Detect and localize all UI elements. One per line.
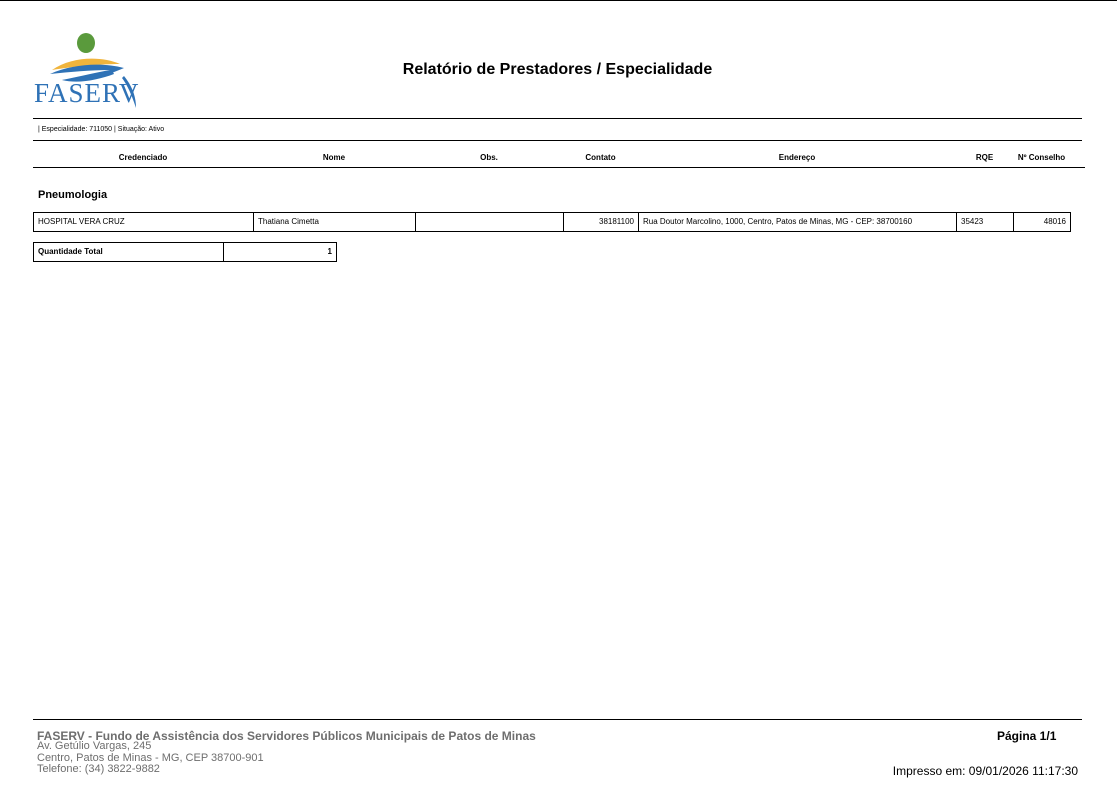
top-border [0,0,1117,1]
column-header-obs: Obs. [480,153,498,162]
faserv-logo [32,30,144,110]
printed-timestamp: Impresso em: 09/01/2026 11:17:30 [892,764,1078,778]
footer-phone: Telefone: (34) 3822-9882 [37,763,160,775]
footer-address-line-2: Centro, Patos de Minas - MG, CEP 38700-901 [37,752,264,764]
cell-contato: 38181100 [563,212,639,232]
filter-summary: | Especialidade: 711050 | Situação: Ativo [38,126,165,133]
column-header-conselho: Nº Conselho [1017,153,1066,162]
cell-nome: Thatiana Cimetta [253,212,416,232]
footer-organization: FASERV - Fundo de Assistência dos Servidores Públicos Municipais de Patos de Minas [37,729,536,743]
column-header-credenciado: Credenciado [118,153,168,162]
divider [33,140,1082,141]
divider [33,118,1082,119]
footer-address-line-1: Av. Getúlio Vargas, 245 [37,740,152,752]
cell-obs [415,212,564,232]
footer-divider [33,719,1082,720]
total-value: 1 [223,242,337,262]
column-header-rqe: RQE [975,153,994,162]
column-header-nome: Nome [322,153,346,162]
report-title: Relatório de Prestadores / Especialidade [402,61,713,78]
group-title: Pneumologia [38,189,108,201]
page-number: Página 1/1 [997,729,1057,743]
column-header-contato: Contato [585,153,616,162]
divider [33,167,1085,168]
logo-wordmark: FASERV [34,78,140,108]
column-header-endereco: Endereço [778,153,816,162]
cell-conselho: 48016 [1013,212,1071,232]
cell-rqe: 35423 [956,212,1014,232]
cell-endereco: Rua Doutor Marcolino, 1000, Centro, Patos de Minas, MG - CEP: 38700160 [638,212,957,232]
cell-credenciado: HOSPITAL VERA CRUZ [33,212,254,232]
total-label: Quantidade Total [33,242,224,262]
